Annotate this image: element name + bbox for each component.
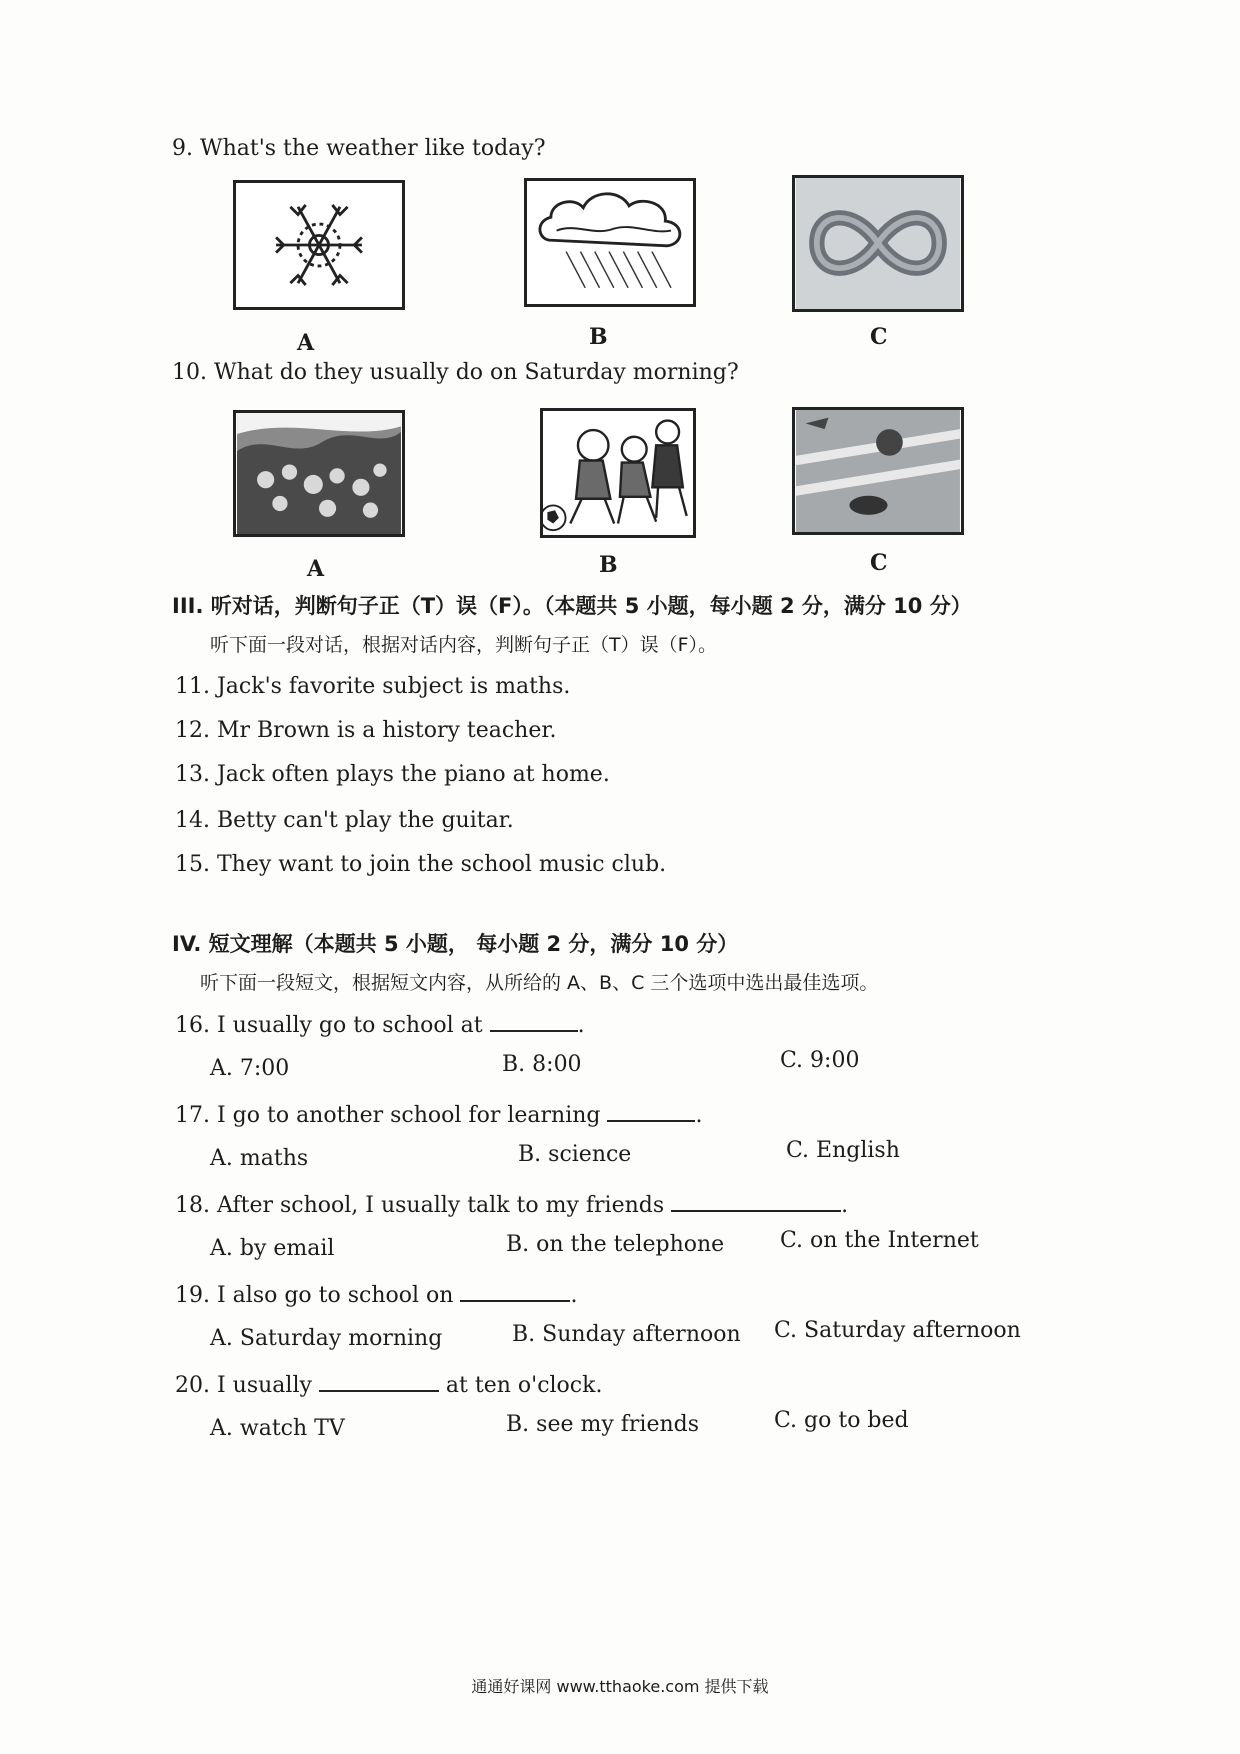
- option-19-c: C. Saturday afternoon: [774, 1318, 1021, 1343]
- question-9: 9. What's the weather like today?: [172, 136, 546, 161]
- option-18-c: C. on the Internet: [780, 1228, 979, 1253]
- statement-11: 11. Jack's favorite subject is maths.: [175, 674, 571, 699]
- section-3-heading: III. 听对话，判断句子正（T）误（F）。（本题共 5 小题，每小题 2 分，满分 10 分）: [172, 594, 972, 618]
- option-label-b: B: [599, 552, 618, 578]
- playing-football-icon: [540, 408, 696, 538]
- question-18-tail: .: [841, 1193, 849, 1218]
- question-18: [175, 1192, 848, 1217]
- question-19: [175, 1282, 577, 1307]
- section-4-instruction: 听下面一段短文，根据短文内容，从所给的 A、B、C 三个选项中选出最佳选项。: [200, 972, 879, 994]
- snowflake-icon: [233, 180, 405, 310]
- question-17-text: 17. I go to another school for learning: [175, 1103, 601, 1128]
- answer-blank: [460, 1282, 570, 1302]
- option-18-b: B. on the telephone: [506, 1232, 725, 1257]
- statement-13: 13. Jack often plays the piano at home.: [175, 762, 610, 787]
- question-19-tail: .: [570, 1283, 578, 1308]
- question-16-text: 16. I usually go to school at: [175, 1013, 483, 1038]
- option-label-a: A: [307, 556, 325, 582]
- option-16-b: B. 8:00: [502, 1052, 582, 1077]
- option-16-a: A. 7:00: [210, 1056, 290, 1081]
- option-17-b: B. science: [518, 1142, 632, 1167]
- option-18-a: A. by email: [210, 1236, 335, 1261]
- answer-blank: [319, 1372, 439, 1392]
- option-17-a: A. maths: [210, 1146, 309, 1171]
- option-19-a: A. Saturday morning: [210, 1326, 443, 1351]
- question-20: [175, 1372, 602, 1397]
- option-17-c: C. English: [786, 1138, 900, 1163]
- rain-cloud-icon: [524, 178, 696, 307]
- question-20-tail: at ten o'clock.: [445, 1373, 603, 1398]
- statement-14: 14. Betty can't play the guitar.: [175, 808, 514, 833]
- option-19-b: B. Sunday afternoon: [512, 1322, 741, 1347]
- option-label-c: C: [870, 550, 888, 576]
- question-17: [175, 1102, 702, 1127]
- option-20-a: A. watch TV: [210, 1416, 345, 1441]
- infinity-wind-icon: [792, 175, 964, 312]
- page-footer: 通通好课网 www.tthaoke.com 提供下载: [471, 1677, 769, 1696]
- option-16-c: C. 9:00: [780, 1048, 860, 1073]
- question-17-tail: .: [695, 1103, 703, 1128]
- option-20-b: B. see my friends: [506, 1412, 700, 1437]
- question-16-tail: .: [577, 1013, 585, 1038]
- question-18-text: 18. After school, I usually talk to my friends: [175, 1193, 665, 1218]
- answer-blank: [671, 1192, 841, 1212]
- option-label-c: C: [870, 324, 888, 350]
- option-20-c: C. go to bed: [774, 1408, 909, 1433]
- option-label-b: B: [589, 324, 608, 350]
- option-label-a: A: [297, 330, 315, 356]
- question-19-text: 19. I also go to school on: [175, 1283, 454, 1308]
- question-10: 10. What do they usually do on Saturday morning?: [172, 360, 739, 385]
- statement-15: 15. They want to join the school music club.: [175, 852, 667, 877]
- section-4-heading: IV. 短文理解（本题共 5 小题， 每小题 2 分，满分 10 分）: [172, 932, 739, 956]
- sightseeing-icon: [233, 410, 405, 537]
- answer-blank: [490, 1012, 578, 1032]
- statement-12: 12. Mr Brown is a history teacher.: [175, 718, 557, 743]
- section-3-instruction: 听下面一段对话，根据对话内容，判断句子正（T）误（F）。: [210, 634, 718, 656]
- swimming-icon: [792, 407, 964, 535]
- question-20-text: 20. I usually: [175, 1373, 312, 1398]
- answer-blank: [607, 1102, 695, 1122]
- question-16: [175, 1012, 585, 1037]
